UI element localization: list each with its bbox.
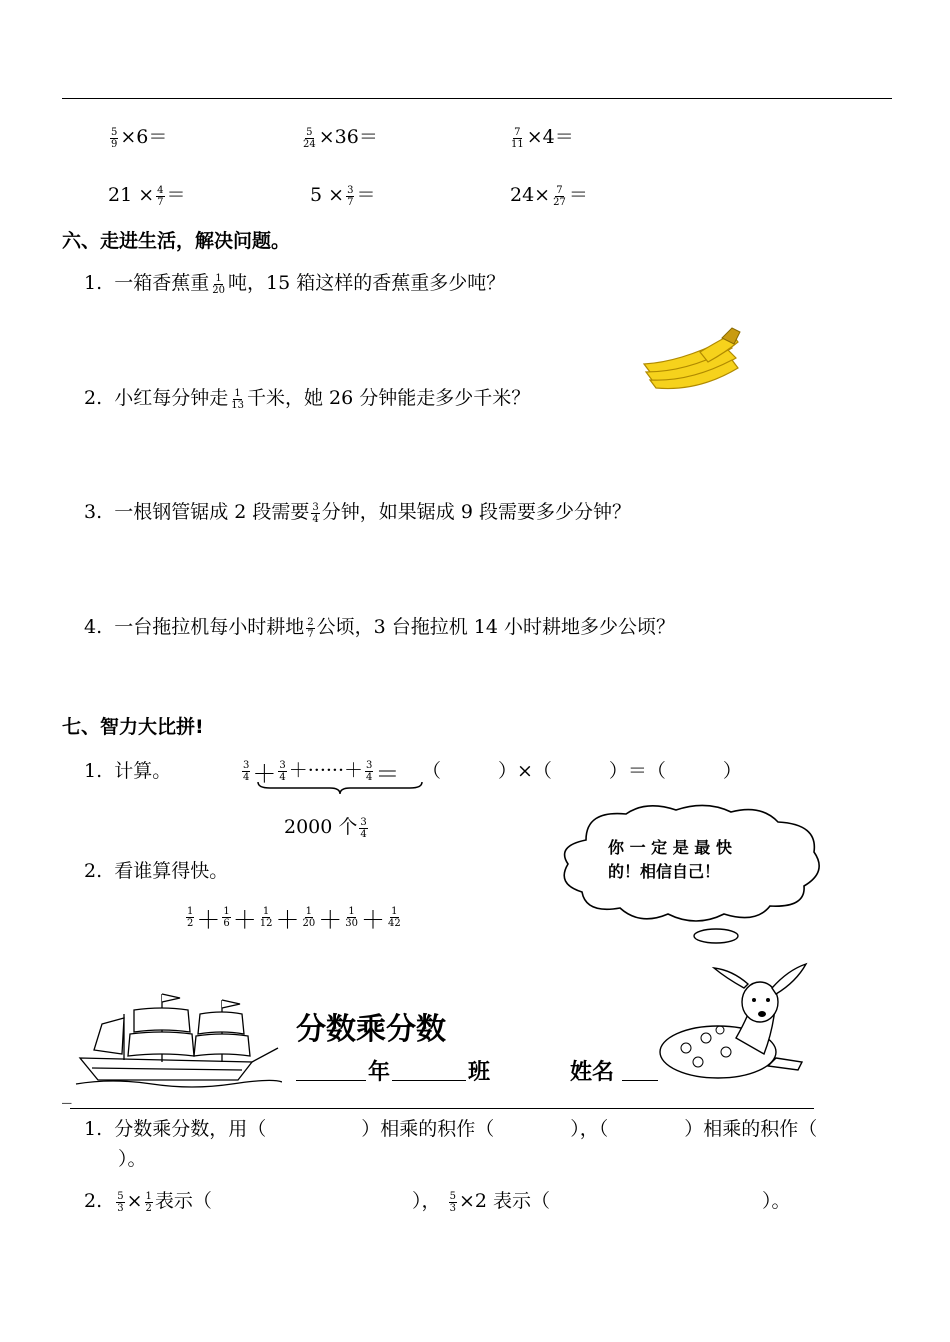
section7-q1-count: 2000 个 $\frac{3}{4}$ (284, 816, 367, 840)
name-label: 姓名 (570, 1060, 615, 1085)
section6-q3: 3. 一根钢管锯成 2 段需要 $\frac{3}{4}$ 分钟，如果锯成 9 段需要多少分钟？ (84, 501, 631, 525)
year-blank (296, 1080, 366, 1081)
exercise-6: 24× $\frac{7}{27}$ ＝ (510, 184, 588, 208)
underbrace (256, 780, 424, 796)
section7-q1-label: 1. 计算。 (84, 760, 172, 782)
name-blank (622, 1080, 658, 1081)
section7-title: 七、智力大比拼! (62, 716, 204, 738)
lesson-title: 分数乘分数 (296, 1012, 446, 1047)
section7-q1-blanks: （ ）×（ ）＝（ ） (422, 760, 742, 782)
left-dash: _ (62, 1082, 72, 1104)
year-label: 年 (368, 1060, 391, 1085)
header-rule (70, 1108, 814, 1109)
exercise-5: 5 × $\frac{3}{7}$ ＝ (310, 184, 376, 208)
lesson-q2-mid: ）， $\frac{5}{3}$ ×2 表示（ (412, 1190, 550, 1214)
exercise-3: $\frac{7}{11}$ ×4＝ (511, 126, 574, 150)
exercise-4: 21 × $\frac{4}{7}$ ＝ (108, 184, 186, 208)
class-label: 班 (468, 1060, 491, 1085)
ship-image (72, 988, 282, 1090)
exercise-2: $\frac{5}{24}$ ×36＝ (303, 126, 378, 150)
deer-image (656, 958, 810, 1082)
top-rule (62, 98, 892, 99)
exercise-1: $\frac{5}{9}$ ×6＝ (111, 126, 168, 150)
section6-q2: 2. 小红每分钟走 $\frac{1}{13}$ 千米，她 26 分钟能走多少千米？ (84, 387, 531, 411)
section7-q1-expression: $\frac{3}{4}$ ＋ $\frac{3}{4}$ ＋······＋ $\frac{3}{4}$ ＝ (243, 759, 400, 788)
bubble-text: 你 一 定 是 最 快 的！相信自己！ (608, 838, 732, 881)
class-blank (392, 1080, 466, 1081)
lesson-q2: 2. $\frac{5}{3}$ × $\frac{1}{2}$ 表示（ (84, 1190, 212, 1214)
section7-q2-expression: $\frac{1}{2}$ ＋ $\frac{1}{6}$ ＋ $\frac{1}{12}$ ＋ $\frac{1}{20}$ ＋ $\frac{1}{30}$ ＋ $\frac{1}{42}$ (187, 906, 401, 934)
lesson-q1-tail: ）。 (118, 1148, 147, 1170)
section6-q4: 4. 一台拖拉机每小时耕地 $\frac{2}{7}$ 公顷，3 台拖拉机 14 小时耕地多少公顷？ (84, 616, 676, 640)
section7-q2-label: 2. 看谁算得快。 (84, 860, 229, 882)
lesson-q1: 1. 分数乘分数，用（ ）相乘的积作（ ），（ ）相乘的积作（ (84, 1118, 818, 1140)
banana-image (640, 322, 746, 394)
section6-q1: 1. 一箱香蕉重 $\frac{1}{20}$ 吨，15 箱这样的香蕉重多少吨？ (84, 272, 506, 296)
lesson-q2-end: ）。 (762, 1190, 791, 1212)
section6-title: 六、走进生活，解决问题。 (62, 230, 291, 252)
